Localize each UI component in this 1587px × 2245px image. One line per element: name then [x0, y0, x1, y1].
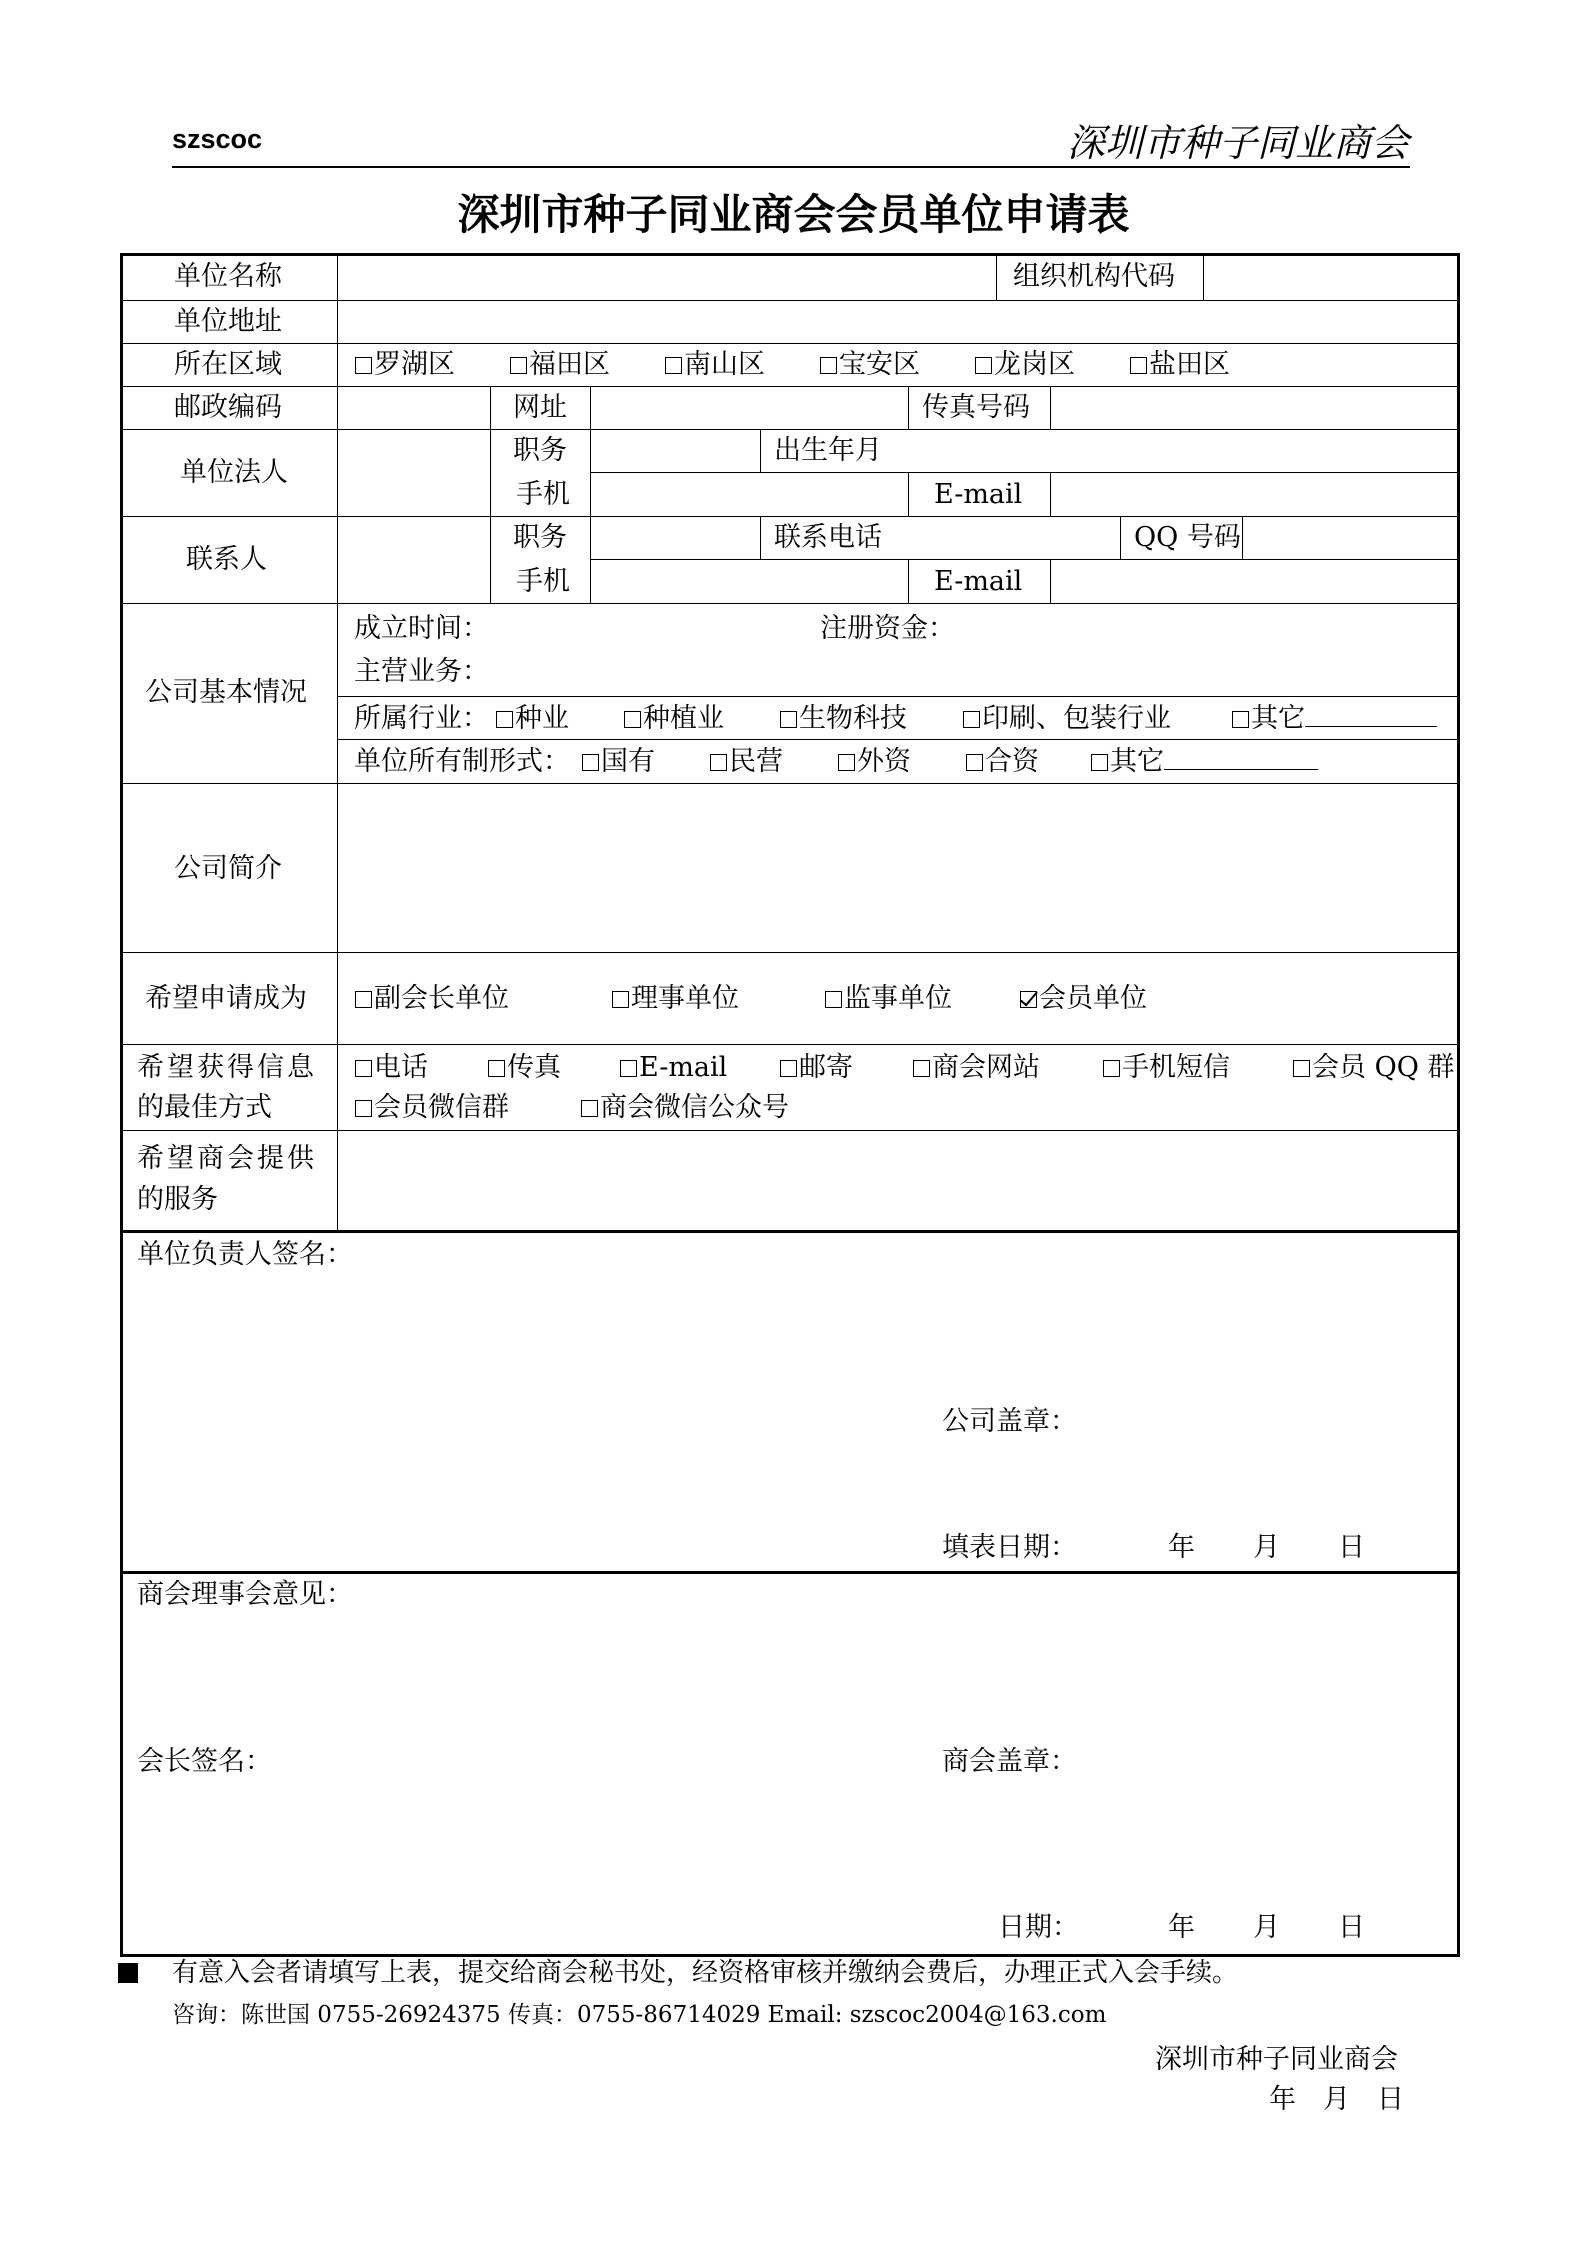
district-option[interactable]: 罗湖区 [355, 351, 455, 378]
col-divider [908, 386, 909, 429]
label-unit-name: 单位名称 [174, 261, 282, 292]
date-month: 月 [1253, 1532, 1280, 1563]
checkbox-icon [582, 754, 599, 771]
footer-org: 深圳市种子同业商会 [1155, 2044, 1398, 2075]
footer-contact: 咨询：陈世国 0755-26924375 传真：0755-86714029 Email: szscoc2004@163.com [172, 2002, 1107, 2028]
board-date-year: 年 [1168, 1912, 1195, 1943]
checkbox-icon [966, 754, 983, 771]
label-services-1: 希望商会提供 [137, 1143, 317, 1174]
row-divider [120, 603, 1460, 604]
section-divider [120, 1230, 1460, 1233]
checkbox-icon [624, 711, 641, 728]
col-divider [1203, 253, 1204, 300]
district-option[interactable]: 南山区 [665, 351, 765, 378]
ownership-option[interactable]: 民营 [710, 748, 783, 775]
row-divider [590, 472, 1460, 473]
checkbox-icon [963, 711, 980, 728]
checkbox-icon [1091, 754, 1108, 771]
label-legal-email: E-mail [934, 479, 1023, 510]
district-option[interactable]: 宝安区 [820, 351, 920, 378]
col-divider [1050, 559, 1051, 603]
label-president-sign: 会长签名： [137, 1746, 272, 1777]
channel-option[interactable]: 商会微信公众号 [581, 1094, 789, 1121]
apply-option[interactable]: 副会长单位 [355, 985, 509, 1012]
date-day: 日 [1338, 1532, 1365, 1563]
industry-option-other[interactable]: 其它 [1232, 705, 1437, 732]
checkbox-icon [1232, 711, 1249, 728]
checked-checkbox-icon [1020, 991, 1037, 1008]
label-info-channel-1: 希望获得信息 [137, 1052, 317, 1083]
col-divider [760, 429, 761, 472]
row-divider [337, 739, 1460, 740]
checkbox-icon [1293, 1060, 1310, 1077]
col-divider [908, 472, 909, 516]
label-fax: 传真号码 [922, 392, 1030, 423]
col-divider [590, 386, 591, 603]
channel-option[interactable]: 邮寄 [780, 1054, 853, 1081]
label-legal-birth: 出生年月 [774, 435, 882, 466]
ownership-option[interactable]: 外资 [838, 748, 911, 775]
district-option[interactable]: 龙岗区 [975, 351, 1075, 378]
label-contact-position: 职务 [513, 522, 567, 553]
form-table [120, 253, 1460, 1957]
col-divider [908, 559, 909, 603]
section-divider [120, 1571, 1460, 1574]
apply-option[interactable]: 理事单位 [612, 985, 739, 1012]
checkbox-icon [665, 357, 682, 374]
label-unit-address: 单位地址 [174, 306, 282, 337]
channel-option[interactable]: 会员 QQ 群 [1293, 1054, 1454, 1081]
label-business: 主营业务： [354, 656, 489, 687]
district-option[interactable]: 盐田区 [1130, 351, 1230, 378]
label-company-seal: 公司盖章： [942, 1406, 1077, 1437]
label-company-profile: 公司简介 [174, 853, 282, 884]
channel-option[interactable]: E-mail [620, 1054, 727, 1081]
label-company-basic: 公司基本情况 [145, 677, 307, 708]
header-divider [172, 166, 1410, 168]
label-board-date: 日期： [998, 1912, 1079, 1943]
board-date-month: 月 [1253, 1912, 1280, 1943]
header-left-logo-text: szscoc [172, 124, 263, 154]
col-divider [996, 253, 997, 300]
label-capital: 注册资金： [820, 613, 955, 644]
channel-option[interactable]: 电话 [355, 1054, 428, 1081]
label-info-channel-2: 的最佳方式 [137, 1092, 272, 1123]
col-divider [1050, 472, 1051, 516]
ownership-other-blank[interactable] [1164, 769, 1318, 770]
industry-option[interactable]: 印刷、包装行业 [963, 705, 1171, 732]
label-board-opinion: 商会理事会意见： [137, 1579, 353, 1610]
row-divider [120, 1130, 1460, 1131]
label-legal-rep: 单位法人 [180, 457, 288, 488]
checkbox-icon [975, 357, 992, 374]
label-chamber-seal: 商会盖章： [942, 1746, 1077, 1777]
checkbox-icon [510, 357, 527, 374]
checkbox-icon [488, 1060, 505, 1077]
ownership-option[interactable]: 国有 [582, 748, 655, 775]
bullet-square-icon [118, 1963, 138, 1983]
row-divider [120, 300, 1460, 301]
row-divider [337, 696, 1460, 697]
col-divider [760, 516, 761, 559]
footer-date: 年 月 日 [1269, 2084, 1404, 2115]
checkbox-icon [780, 711, 797, 728]
row-divider [120, 429, 1460, 430]
label-contact-email: E-mail [934, 566, 1023, 597]
label-contact-qq: QQ 号码 [1134, 522, 1241, 553]
label-apply-as: 希望申请成为 [145, 983, 307, 1014]
label-founded: 成立时间： [354, 613, 489, 644]
industry-option[interactable]: 种植业 [624, 705, 724, 732]
checkbox-icon [1130, 357, 1147, 374]
row-divider [120, 516, 1460, 517]
channel-option[interactable]: 商会网站 [913, 1054, 1040, 1081]
apply-option-member[interactable]: 会员单位 [1020, 985, 1147, 1012]
row-divider [120, 783, 1460, 784]
col-divider [1242, 516, 1243, 559]
row-divider [120, 386, 1460, 387]
label-contact: 联系人 [186, 544, 267, 575]
row-divider [120, 1044, 1460, 1045]
checkbox-icon [355, 991, 372, 1008]
checkbox-icon [355, 1100, 372, 1117]
label-org-code: 组织机构代码 [1013, 261, 1175, 292]
row-divider [590, 559, 1460, 560]
label-contact-phone: 联系电话 [774, 522, 882, 553]
checkbox-icon [355, 1060, 372, 1077]
channel-option[interactable]: 传真 [488, 1054, 561, 1081]
industry-row: 所属行业： [354, 703, 489, 734]
label-services-2: 的服务 [137, 1184, 218, 1215]
checkbox-icon [820, 357, 837, 374]
apply-option[interactable]: 监事单位 [825, 985, 952, 1012]
form-title: 深圳市种子同业商会会员单位申请表 [457, 190, 1130, 239]
checkbox-icon [620, 1060, 637, 1077]
industry-other-blank[interactable] [1305, 726, 1437, 727]
row-divider [120, 952, 1460, 953]
col-divider [337, 253, 338, 1230]
col-divider [1120, 516, 1121, 559]
checkbox-icon [710, 754, 727, 771]
label-district: 所在区域 [174, 349, 282, 380]
col-divider [490, 386, 491, 603]
row-divider [120, 343, 1460, 344]
label-postcode: 邮政编码 [174, 392, 282, 423]
checkbox-icon [1103, 1060, 1120, 1077]
ownership-option-other[interactable]: 其它 [1091, 748, 1318, 775]
checkbox-icon [913, 1060, 930, 1077]
ownership-row: 单位所有制形式： [354, 746, 570, 777]
label-principal-sign: 单位负责人签名： [137, 1239, 353, 1270]
checkbox-icon [825, 991, 842, 1008]
checkbox-icon [355, 357, 372, 374]
checkbox-icon [496, 711, 513, 728]
channel-option[interactable]: 会员微信群 [355, 1094, 509, 1121]
label-fill-date: 填表日期： [942, 1532, 1077, 1563]
industry-option[interactable]: 种业 [496, 705, 569, 732]
checkbox-icon [780, 1060, 797, 1077]
header-right-org-name: 深圳市种子同业商会 [1066, 121, 1409, 165]
label-legal-mobile: 手机 [516, 479, 570, 510]
channel-option[interactable]: 手机短信 [1103, 1054, 1230, 1081]
checkbox-icon [612, 991, 629, 1008]
checkbox-icon [838, 754, 855, 771]
label-legal-position: 职务 [513, 435, 567, 466]
district-option[interactable]: 福田区 [510, 351, 610, 378]
board-date-day: 日 [1338, 1912, 1365, 1943]
label-website: 网址 [513, 392, 567, 423]
checkbox-icon [581, 1100, 598, 1117]
label-contact-mobile: 手机 [516, 566, 570, 597]
footer-note: 有意入会者请填写上表，提交给商会秘书处，经资格审核并缴纳会费后，办理正式入会手续。 [172, 1958, 1239, 1988]
industry-option[interactable]: 生物科技 [780, 705, 907, 732]
ownership-option[interactable]: 合资 [966, 748, 1039, 775]
date-year: 年 [1168, 1532, 1195, 1563]
col-divider [1050, 386, 1051, 429]
